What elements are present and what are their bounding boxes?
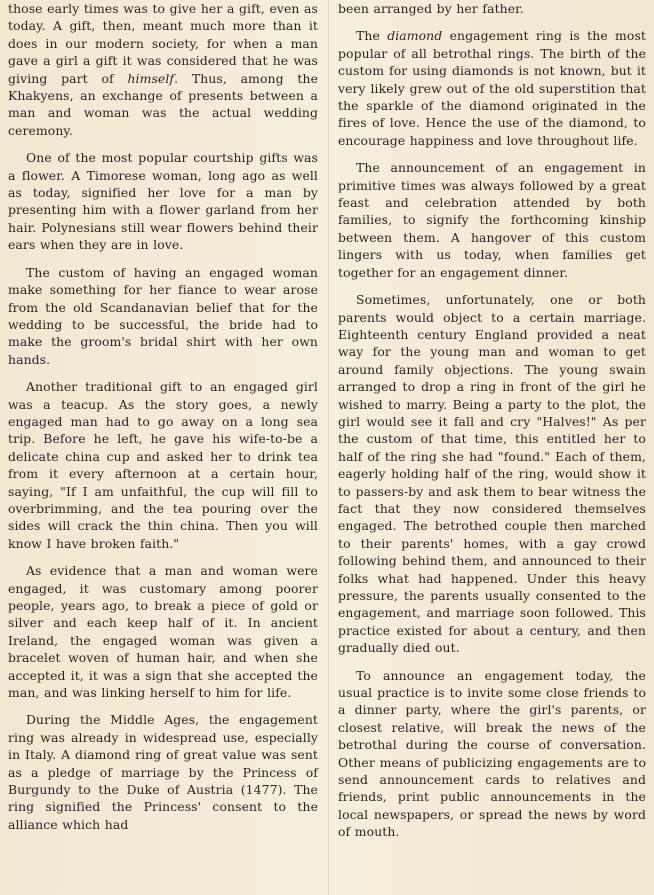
paragraph-broken-gold: As evidence that a man and woman were engaged, it was customary among poorer people, years ago, to break a piece of gold or silver and each keep half of it. In ancient Ireland, the engaged woman was given a bracelet woven of human hair, and when she accepted it, it was a sign that she accepted the man, and was linking herself to him for life.	[8, 563, 318, 701]
paragraph-flower-gifts: One of the most popular courtship gifts was a flower. A Timorese woman, long ago as well as today, signified her love for a man by presenting him with a flower garland from her hair. Polynesians still wear flowers behind their ears when they are in love.	[8, 150, 318, 253]
paragraph-diamond-ring: The diamond engagement ring is the most popular of all betrothal rings. The birth of the custom for using diamonds is not known, but it very likely grew out of the old superstition that the sparkle of the diamond originated in the fires of love. Hence the use of the diamond, to encourage happiness and love throughout life.	[338, 28, 647, 148]
left-column	[8, 0, 318, 833]
right-column	[338, 0, 646, 841]
paragraph-gift-meaning: those early times was to give her a gift, even as today. A gift, then, meant much more than it does in our modern society, for when a man gave a girl a gift it was considered that he was giving part of himself. Thus, among the Khakyens, an exchange of presents between a man and woman was the actual wedding ceremony.	[8, 1, 318, 138]
paragraph-continuation: been arranged by her father.	[338, 1, 524, 16]
paragraph-bridal-shirt: The custom of having an engaged woman make something for her fiance to wear arose from the old Scandanavian belief that for the wedding to be successful, the bride had to make the groom's bridal shirt with her own hands.	[8, 264, 318, 367]
paragraph-feast: The announcement of an engagement in primitive times was always followed by a great feast and celebration attended by both families, to signify the forthcoming kinship between them. A hangover of this custom lingers with us today, when families get together for an engagement dinner.	[338, 160, 646, 280]
paragraph-teacup: Another traditional gift to an engaged girl was a teacup. As the story goes, a newly engaged man had to go away on a long sea trip. Before he left, he gave his wife-to-be a delicate china cup and asked her to drink tea from it every afternoon at a certain hour, saying, "If I am unfaithful, the cup will fill to overbrimming, and the tea pouring over the sides will crack the thin china. Then you will know I have broken faith."	[8, 379, 318, 551]
column-divider	[328, 0, 329, 895]
paragraph-halves-custom: Sometimes, unfortunately, one or both parents would object to a certain marriage. Eighteenth century England provided a neat way for the young man and woman to get around family objections. The young swain arranged to drop a ring in front of the girl he wished to marry. Being a party to the plot, the girl would see it fall and cry "Halves!" As per the custom of that time, this entitled her to half of the ring she had "found." Each of them, eagerly holding half of the ring, would show it to passers-by and ask them to bear witness the fact that they now considered themselves engaged. The betrothed couple then marched to their parents' homes, with a gay crowd following behind them, and announced to their folks what had happened. Under this heavy pressure, the parents usually consented to the engagement, and marriage soon followed. This practice existed for about a century, and then gradually died out.	[338, 292, 646, 656]
paragraph-middle-ages-ring: During the Middle Ages, the engagement ring was already in widespread use, especially in Italy. A diamond ring of great value was sent as a pledge of marriage by the Princess of Burgundy to the Duke of Austria (1477). The ring signified the Princess' consent to the alliance which had	[8, 712, 318, 832]
paragraph-modern-announcement: To announce an engagement today, the usual practice is to invite some close friends to a dinner party, where the girl's parents, or closest relative, will break the news of the betrothal during the course of conversation. Other means of publicizing engagements are to send announcement cards to relatives and friends, print public announcements in the local newspapers, or spread the news by word of mouth.	[338, 667, 646, 840]
